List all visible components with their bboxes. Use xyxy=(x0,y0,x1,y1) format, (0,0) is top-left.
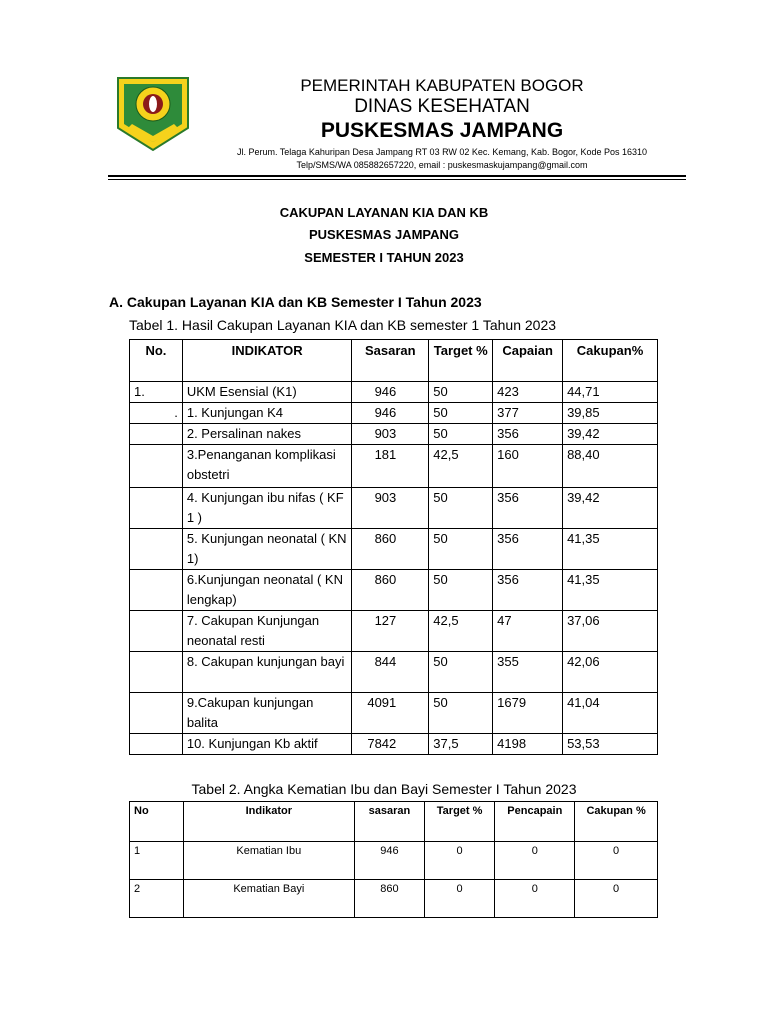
table2-cell-cakupan: 0 xyxy=(575,880,658,918)
table1-cell-target: 50 xyxy=(429,693,493,734)
table1-cell-no xyxy=(130,734,183,755)
table1-cell-capaian: 355 xyxy=(493,652,563,693)
table2-cell-target: 0 xyxy=(424,880,495,918)
document-period: SEMESTER I TAHUN 2023 xyxy=(304,250,464,265)
document-title: CAKUPAN LAYANAN KIA DAN KB xyxy=(279,205,489,220)
table1-cell-no xyxy=(130,424,183,445)
table1-cell-indikator: 10. Kunjungan Kb aktif xyxy=(182,734,352,755)
table1-cell-no xyxy=(130,652,183,693)
table-row xyxy=(130,529,658,570)
table-row xyxy=(130,693,658,734)
table2-header-pencapain: Pencapain xyxy=(495,802,575,842)
table2-header-target: Target % xyxy=(424,802,495,842)
table1-header-cakupan: Cakupan% xyxy=(563,340,658,382)
table1-cell-indikator: 4. Kunjungan ibu nifas ( KF 1 ) xyxy=(182,488,352,529)
table1-cell-capaian: 377 xyxy=(493,403,563,424)
table1-caption: Tabel 1. Hasil Cakupan Layanan KIA dan KB semester 1 Tahun 2023 xyxy=(129,317,557,333)
table1-cell-indikator: 1. Kunjungan K4 xyxy=(182,403,352,424)
table1-cell-sasaran: 4091 xyxy=(352,693,429,734)
table1-cell-sasaran: 181 xyxy=(352,445,429,488)
table1-cell-sasaran: 860 xyxy=(352,570,429,611)
table1-cell-target: 50 xyxy=(429,424,493,445)
table-row xyxy=(130,382,658,403)
table1-cell-indikator: 9.Cakupan kunjungan balita xyxy=(182,693,352,734)
table-row xyxy=(130,611,658,652)
table2-cell-cakupan: 0 xyxy=(575,842,658,880)
table1-cell-cakupan: 39,42 xyxy=(563,488,658,529)
table-row xyxy=(130,445,658,488)
table1-cell-cakupan: 41,35 xyxy=(563,570,658,611)
table-row xyxy=(130,734,658,755)
table1-cell-target: 50 xyxy=(429,488,493,529)
document-subtitle: PUSKESMAS JAMPANG xyxy=(308,227,459,242)
letterhead-address: Jl. Perum. Telaga Kahuripan Desa Jampang RT 03 RW 02 Kec. Kemang, Kab. Bogor, Kode Pos 16310 xyxy=(236,147,648,157)
table-row xyxy=(130,403,658,424)
table1-cell-sasaran: 903 xyxy=(352,488,429,529)
table1-cell-cakupan: 41,35 xyxy=(563,529,658,570)
table1-cell-indikator: 3.Penanganan komplikasi obstetri xyxy=(182,445,352,488)
table2 xyxy=(129,801,658,918)
table1-cell-target: 50 xyxy=(429,570,493,611)
table2-cell-indikator: Kematian Ibu xyxy=(183,842,355,880)
table1-cell-no: . xyxy=(130,403,183,424)
table2-cell-pencapain: 0 xyxy=(495,880,575,918)
table1-cell-capaian: 1679 xyxy=(493,693,563,734)
table1-cell-target: 50 xyxy=(429,652,493,693)
table1-cell-capaian: 356 xyxy=(493,529,563,570)
letterhead-rule xyxy=(108,175,686,177)
letterhead-rule-thin xyxy=(108,179,686,180)
letterhead-contact: Telp/SMS/WA 085882657220, email : puskesmaskujampang@gmail.com xyxy=(296,160,588,170)
table-row xyxy=(130,652,658,693)
table1-cell-target: 42,5 xyxy=(429,611,493,652)
table2-cell-no: 1 xyxy=(130,842,184,880)
table2-cell-sasaran: 860 xyxy=(355,880,425,918)
table1-cell-capaian: 160 xyxy=(493,445,563,488)
table1-cell-capaian: 356 xyxy=(493,488,563,529)
table2-header-indikator: Indikator xyxy=(183,802,355,842)
table1-cell-cakupan: 39,42 xyxy=(563,424,658,445)
table1-cell-sasaran: 7842 xyxy=(352,734,429,755)
table1-cell-capaian: 4198 xyxy=(493,734,563,755)
table2-caption: Tabel 2. Angka Kematian Ibu dan Bayi Semester I Tahun 2023 xyxy=(191,781,577,797)
table1-header-no: No. xyxy=(130,340,183,382)
table1-cell-indikator: 7. Cakupan Kunjungan neonatal resti xyxy=(182,611,352,652)
table1-cell-cakupan: 53,53 xyxy=(563,734,658,755)
table1-cell-target: 50 xyxy=(429,403,493,424)
table-row xyxy=(130,842,658,880)
table1-cell-target: 42,5 xyxy=(429,445,493,488)
table1-cell-sasaran: 946 xyxy=(352,403,429,424)
letterhead-department: DINAS KESEHATAN xyxy=(354,96,530,117)
table1-cell-target: 37,5 xyxy=(429,734,493,755)
table1-cell-cakupan: 39,85 xyxy=(563,403,658,424)
table1-cell-cakupan: 37,06 xyxy=(563,611,658,652)
table1-cell-no xyxy=(130,488,183,529)
table1-cell-target: 50 xyxy=(429,529,493,570)
table2-cell-pencapain: 0 xyxy=(495,842,575,880)
table2-header-sasaran: sasaran xyxy=(355,802,425,842)
table1 xyxy=(129,339,658,755)
table1-cell-indikator: 6.Kunjungan neonatal ( KN lengkap) xyxy=(182,570,352,611)
letterhead-institution: PUSKESMAS JAMPANG xyxy=(320,119,564,142)
table2-header-cakupan: Cakupan % xyxy=(575,802,658,842)
table1-header-indikator: INDIKATOR xyxy=(182,340,352,382)
table1-cell-indikator: UKM Esensial (K1) xyxy=(182,382,352,403)
table-row xyxy=(130,488,658,529)
table1-header-sasaran: Sasaran xyxy=(352,340,429,382)
table1-cell-capaian: 423 xyxy=(493,382,563,403)
table1-cell-sasaran: 860 xyxy=(352,529,429,570)
table1-cell-sasaran: 903 xyxy=(352,424,429,445)
table1-header-target: Target % xyxy=(429,340,493,382)
table1-cell-sasaran: 946 xyxy=(352,382,429,403)
table1-cell-capaian: 356 xyxy=(493,424,563,445)
table-row xyxy=(130,880,658,918)
table1-cell-cakupan: 42,06 xyxy=(563,652,658,693)
table1-cell-cakupan: 44,71 xyxy=(563,382,658,403)
table1-cell-capaian: 356 xyxy=(493,570,563,611)
table2-cell-target: 0 xyxy=(424,842,495,880)
table1-cell-no xyxy=(130,445,183,488)
table2-cell-sasaran: 946 xyxy=(355,842,425,880)
table1-cell-target: 50 xyxy=(429,382,493,403)
table1-cell-no: 1. xyxy=(130,382,183,403)
letterhead-government: PEMERINTAH KABUPATEN BOGOR xyxy=(300,76,584,95)
table1-cell-cakupan: 41,04 xyxy=(563,693,658,734)
table1-header-capaian: Capaian xyxy=(493,340,563,382)
table1-cell-capaian: 47 xyxy=(493,611,563,652)
table-row xyxy=(130,570,658,611)
table1-cell-indikator: 8. Cakupan kunjungan bayi xyxy=(182,652,352,693)
table1-cell-no xyxy=(130,611,183,652)
table1-cell-no xyxy=(130,529,183,570)
table1-cell-sasaran: 127 xyxy=(352,611,429,652)
table1-cell-indikator: 5. Kunjungan neonatal ( KN 1) xyxy=(182,529,352,570)
table2-cell-no: 2 xyxy=(130,880,184,918)
kabupaten-bogor-logo xyxy=(114,76,192,152)
table1-cell-sasaran: 844 xyxy=(352,652,429,693)
table1-cell-indikator: 2. Persalinan nakes xyxy=(182,424,352,445)
table1-cell-no xyxy=(130,570,183,611)
table1-cell-no xyxy=(130,693,183,734)
table2-header-no: No xyxy=(130,802,184,842)
table-row xyxy=(130,424,658,445)
section-a-heading: A. Cakupan Layanan KIA dan KB Semester I Tahun 2023 xyxy=(109,294,482,310)
table2-cell-indikator: Kematian Bayi xyxy=(183,880,355,918)
table1-cell-cakupan: 88,40 xyxy=(563,445,658,488)
